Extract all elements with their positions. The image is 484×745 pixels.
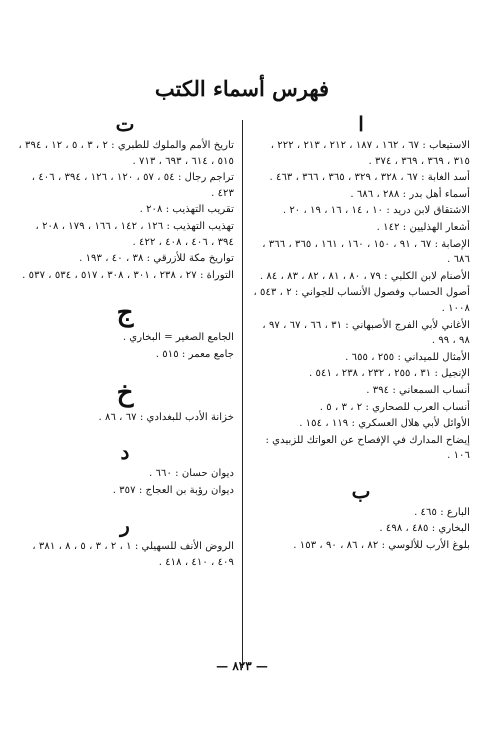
index-entry: الإصابة : ٦٧ ، ٩١ ، ١٥٠ ، ١٦٠ ، ١٦١ ، ٣٦٥ ، ٣٦٦ ، ٦٨٦ . — [262, 238, 470, 266]
section-dal — [16, 440, 234, 498]
section-kha — [16, 378, 234, 426]
index-entry: ديوان حسان : ٦٦٠ . — [149, 468, 234, 480]
index-entry: أسماء أهل بدر : ٢٨٨ ، ٦٨٦ . — [350, 188, 470, 200]
right-column — [252, 108, 470, 555]
index-entry: أسد الغابة : ٦٧ ، ٣٢٨ ، ٣٢٩ ، ٣٦٥ ، ٣٦٦ ، ٤٦٣ . — [269, 172, 470, 184]
index-entry: البخاري : ٤٨٥ ، ٤٩٨ . — [379, 523, 470, 535]
index-entry: بلوغ الأرب للألوسي : ٨٢ ، ٨٦ ، ٩٠ ، ١٥٣ . — [293, 540, 470, 552]
column-divider — [242, 120, 243, 668]
section-ba — [252, 479, 470, 554]
section-gap — [16, 284, 234, 294]
section-gap — [16, 499, 234, 509]
index-entry: إيضاح المدارك في الإفصاح عن العواتك للزبيدي : ١٠٦ . — [265, 434, 470, 462]
index-entry: تراجم رجال : ٥٤ ، ٥٧ ، ١٢٠ ، ١٢٦ ، ٣٩٤ ، ٤٠٦ ، ٤٢٣ . — [31, 172, 234, 199]
section-letter: ر — [120, 513, 130, 538]
section-letter: خ — [116, 377, 134, 408]
index-entry: خزانة الأدب للبغدادي : ٦٧ ، ٨٦ . — [98, 411, 234, 423]
section-alif — [252, 112, 470, 464]
index-entry: تهذيب التهذيب : ١٢٦ ، ١٤٢ ، ١٦٦ ، ١٧٩ ، ٢٠٨ ، ٣٩٤ ، ٤٠٦ ، ٤٠٨ ، ٤٢٢ . — [35, 220, 234, 248]
index-entry: أنساب العرب للصحاري : ٢ ، ٣ ، ٥ . — [319, 401, 470, 413]
index-entry: الجامع الصغير = البخاري . — [122, 332, 234, 344]
section-gap — [16, 426, 234, 436]
index-entry: الروض الأنف للسهيلي : ١ ، ٢ ، ٣ ، ٥ ، ٨ ، ٣٨١ ، ٤٠٩ ، ٤١٠ ، ٤١٨ . — [32, 541, 234, 568]
section-letter: ج — [116, 298, 134, 329]
index-entry: الإنجيل : ٣١ ، ٢٥٥ ، ٢٣٢ ، ٢٣٨ ، ٥٤١ . — [309, 368, 470, 380]
index-entry: الأصنام لابن الكلبي : ٧٩ ، ٨٠ ، ٨١ ، ٨٢ ، ٨٣ ، ٨٤ . — [259, 270, 470, 282]
index-entry: جامع معمر : ٥١٥ . — [155, 348, 234, 360]
index-entry: الأوائل لأبي هلال العسكري : ١١٩ ، ١٥٤ . — [299, 418, 470, 430]
index-entry: الاشتقاق لابن دريد : ١٠ ، ١٤ ، ١٦ ، ١٩ ، ٢٠ . — [282, 205, 470, 217]
index-entry: ديوان رؤبة بن العجاج : ٣٥٧ . — [112, 484, 234, 496]
section-gap — [252, 465, 470, 475]
index-entry: الأمثال للميداني : ٢٥٥ ، ٦٥٥ . — [345, 351, 470, 363]
index-entry: البارع : ٤٦٥ . — [414, 506, 470, 518]
section-letter: ب — [351, 478, 371, 503]
section-jim — [16, 298, 234, 362]
section-gap — [16, 364, 234, 374]
section-letter: ت — [115, 112, 135, 136]
page-number: — ٨٢٣ — — [216, 659, 268, 673]
index-entry: تاريخ الأمم والملوك للطبري : ٢ ، ٣ ، ٥ ، ١٢ ، ٣٩٤ ، ٥١٥ ، ٦١٤ ، ٦٩٣ ، ٧١٣ . — [18, 140, 234, 167]
section-ta — [16, 112, 234, 283]
index-entry: الاستيعاب : ٦٧ ، ١٦٢ ، ١٨٧ ، ٢١٢ ، ٢١٣ ، ٢٢٢ ، ٣١٥ ، ٣٦٩ ، ٣٦٩ ، ٣٧٤ . — [270, 140, 470, 167]
section-letter: د — [120, 440, 130, 465]
index-entry: تقريب التهذيب : ٢٠٨ . — [139, 204, 234, 216]
index-entry: تواريخ مكة للأزرقي : ٣٨ ، ٤٠ ، ١٩٣ . — [79, 253, 234, 265]
index-entry: التوراة : ٢٧ ، ٢٣٨ ، ٣٠١ ، ٣٠٨ ، ٥١٧ ، ٥٣٤ ، ٥٣٧ . — [22, 269, 234, 281]
index-entry: أصول الحساب وفصول الأنساب للجواني : ٢ ، ٥٤٣ ، ١٠٠٨ . — [253, 287, 470, 314]
index-entry: الأغاني لأبي الفرج الأصبهاني : ٣١ ، ٦٦ ، ٦٧ ، ٩٧ ، ٩٨ ، ٩٩ . — [262, 319, 470, 347]
section-letter: ا — [358, 112, 364, 136]
page-title: فهرس أسماء الكتب — [154, 76, 330, 101]
left-column — [16, 108, 234, 572]
section-ra — [16, 513, 234, 570]
index-entry: أشعار الهذليين : ١٤٢ . — [376, 221, 470, 233]
index-entry: أنساب السمعاني : ٣٩٤ . — [366, 384, 470, 396]
